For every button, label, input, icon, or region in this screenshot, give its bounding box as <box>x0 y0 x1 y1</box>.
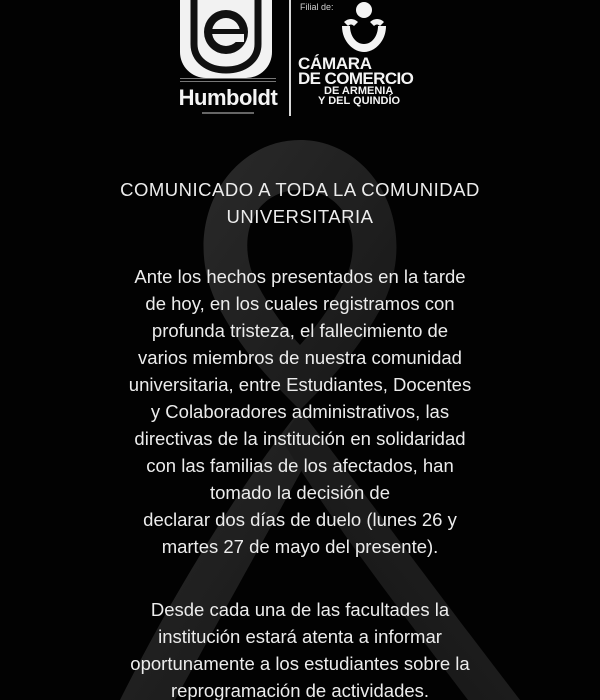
paragraph-1-line: directivas de la institución en solidaridad <box>134 428 466 449</box>
camara-name-line-4: Y DEL QUINDÍO <box>318 95 401 107</box>
paragraph-1-line: varios miembros de nuestra comunidad <box>138 347 462 368</box>
camara-comercio-logo <box>298 0 448 120</box>
logo-divider <box>289 0 291 116</box>
communique-body <box>40 176 560 700</box>
camara-name-line-3: DE ARMENIA <box>324 85 394 97</box>
paragraph-2-line: Desde cada una de las facultades la <box>150 599 450 620</box>
humboldt-subline <box>202 112 254 114</box>
paragraph-1-line: profunda tristeza, el fallecimiento de <box>151 320 449 341</box>
camara-name-line-1: CÁMARA <box>298 54 372 73</box>
camara-name <box>298 56 448 106</box>
paragraph-1-line: tomado la decisión de <box>210 482 390 503</box>
humboldt-mark-icon <box>180 0 272 78</box>
paragraph-2-line: reprogramación de actividades. <box>170 680 430 700</box>
paragraph-1-line: y Colaboradores administrativos, las <box>150 401 450 422</box>
humboldt-tagline <box>180 76 276 84</box>
paragraph-2-line: institución estará atenta a informar <box>158 626 442 647</box>
communique-title-line-1: COMUNICADO A TODA LA COMUNIDAD <box>120 179 480 200</box>
paragraph-1-line: universitaria, entre Estudiantes, Docentes <box>128 374 472 395</box>
camara-mark-icon <box>334 0 394 54</box>
paragraph-1-line: con las familias de los afectados, han <box>146 455 454 476</box>
filial-label: Filial de: <box>300 2 334 12</box>
humboldt-logo <box>172 0 284 118</box>
paragraph-1-line: Ante los hechos presentados en la tarde <box>134 266 466 287</box>
humboldt-name: Humboldt <box>178 85 278 110</box>
paragraph-1-line: martes 27 de mayo del presente). <box>161 536 439 557</box>
header-logos <box>0 0 600 125</box>
camara-name-line-2: DE COMERCIO <box>298 69 414 88</box>
paragraph-2-line: oportunamente a los estudiantes sobre la <box>130 653 470 674</box>
paragraph-1-line: declarar dos días de duelo (lunes 26 y <box>143 509 457 530</box>
communique-title-line-2: UNIVERSITARIA <box>226 206 374 227</box>
paragraph-1-line: de hoy, en los cuales registramos con <box>145 293 455 314</box>
